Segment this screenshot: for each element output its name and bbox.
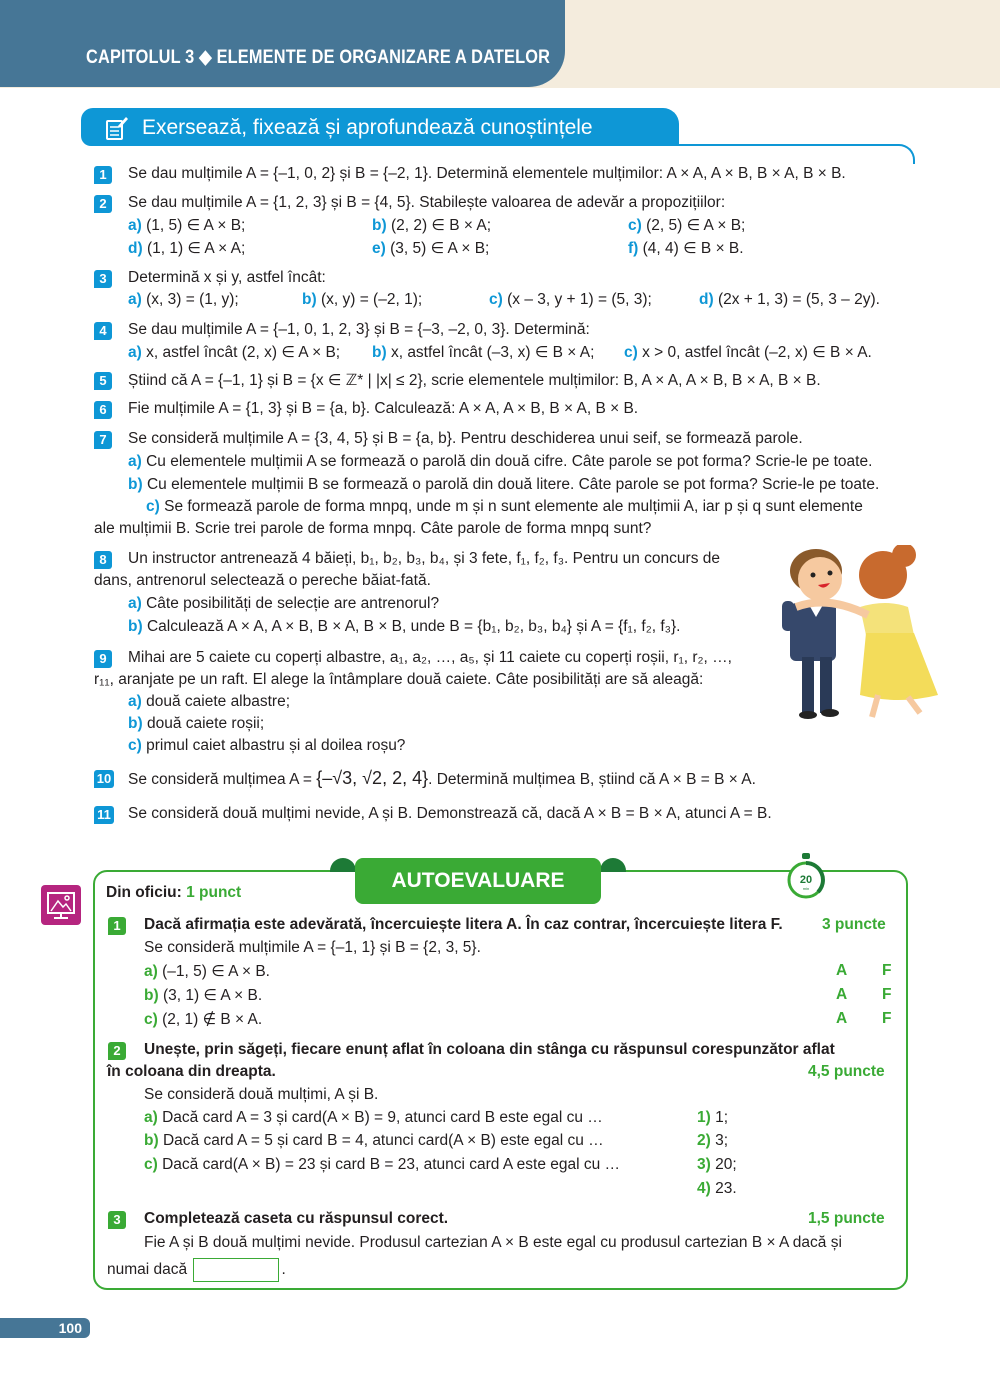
exercise-text: Determină x și y, astfel încât: <box>128 269 326 286</box>
exercise-item: a) Cu elementele mulțimii A se formează o parolă din două cifre. Câte parole se pot forma? Scrie-le pe toate. <box>128 453 873 470</box>
exercise-text: Se consideră două mulțimi nevide, A și B. Demonstrează că, dacă A × B = B × A, atunci A = B. <box>128 805 772 822</box>
exercise-item: b) două caiete roșii; <box>128 715 265 732</box>
exercise-item: a) două caiete albastre; <box>128 693 291 710</box>
exercise-number: 6 <box>94 401 112 419</box>
option-true[interactable]: A <box>836 986 848 1003</box>
exercise-number: 2 <box>94 195 112 213</box>
question-title-cont: în coloana din dreapta. <box>107 1063 276 1080</box>
question-title: Dacă afirmația este adevărată, încercuiește litera A. În caz contrar, încercuiește litera F. <box>144 916 783 933</box>
exercise-item: b) x, astfel încât (–3, x) ∈ B × A; <box>372 344 595 361</box>
exercise-item: a) Câte posibilități de selecție are antrenorul? <box>128 595 440 612</box>
question-number: 1 <box>108 917 126 935</box>
match-left-item: b) Dacă card A = 5 și card B = 4, atunci card(A × B) este egal cu … <box>144 1132 604 1149</box>
exercise-text: Știind că A = {–1, 1} și B = {x ∈ ℤ* | |x| ≤ 2}, scrie elementele mulțimilor: B, A × A, A × B, B × A, B × B. <box>128 372 821 389</box>
exercise-text: Se consideră mulțimea A = {–√3, √2, 2, 4}. Determină mulțimea B, știind că A × B = B × A. <box>128 768 756 788</box>
match-right-item: 1) 1; <box>697 1109 729 1126</box>
exercise-item: f) (4, 4) ∈ B × B. <box>628 240 744 257</box>
option-true[interactable]: A <box>836 962 848 979</box>
question-points: 3 puncte <box>822 916 886 933</box>
exercise-text: Se dau mulțimile A = {–1, 0, 1, 2, 3} și B = {–3, –2, 0, 3}. Determină: <box>128 321 590 338</box>
chapter-bar <box>0 0 565 87</box>
stopwatch-icon <box>786 853 826 899</box>
section-divider <box>100 144 915 164</box>
question-number: 3 <box>108 1211 126 1229</box>
page-number: 100 <box>0 1318 90 1338</box>
exercise-item: c) x > 0, astfel încât (–2, x) ∈ B × A. <box>624 344 872 361</box>
exercise-text: Se dau mulțimile A = {–1, 0, 2} și B = {–2, 1}. Determină elementele mulțimilor: A × A, A × B, B × A, B × B. <box>128 165 846 182</box>
dancing-couple-illustration <box>768 545 938 725</box>
answer-input-box[interactable] <box>193 1258 279 1282</box>
exercise-number: 4 <box>94 322 112 340</box>
exercise-item: c) Se formează parole de forma mnpq, unde m și n sunt elemente ale mulțimii A, iar p și q sunt elemente <box>146 498 863 515</box>
svg-text:min: min <box>802 886 810 891</box>
option-false[interactable]: F <box>882 986 892 1003</box>
statement-item: b) (3, 1) ∈ A × B. <box>144 987 263 1004</box>
tab-ear-right <box>600 858 626 872</box>
exercise-number: 1 <box>94 166 112 184</box>
match-right-item: 4) 23. <box>697 1180 737 1197</box>
exercise-number: 3 <box>94 270 112 288</box>
exercise-item: d) (2x + 1, 3) = (5, 3 – 2y). <box>699 291 880 308</box>
question-points: 4,5 puncte <box>808 1063 885 1080</box>
option-false[interactable]: F <box>882 962 892 979</box>
exercise-item: b) Calculează A × A, A × B, B × A, B × B, unde B = {b₁, b₂, b₃, b₄} și A = {f₁, f₂, f₃}. <box>128 618 681 635</box>
exercise-continuation: dans, antrenorul selectează o pereche băiat-fată. <box>94 572 431 589</box>
exercise-text: Se dau mulțimile A = {1, 2, 3} și B = {4, 5}. Stabilește valoarea de adevăr a propozițiilor: <box>128 194 726 211</box>
exercise-text: Mihai are 5 caiete cu coperți albastre, a₁, a₂, …, a₅, și 11 caiete cu coperți roșii, r₁, r₂, …, <box>128 649 732 666</box>
tab-ear-left <box>330 858 356 872</box>
exercise-number: 9 <box>94 650 112 668</box>
exercise-item: c) (2, 5) ∈ A × B; <box>628 217 746 234</box>
exercise-item: e) (3, 5) ∈ A × B; <box>372 240 490 257</box>
exercise-number: 7 <box>94 431 112 449</box>
question-title: Completează caseta cu răspunsul corect. <box>144 1210 449 1227</box>
exercise-item: b) (2, 2) ∈ B × A; <box>372 217 492 234</box>
match-right-item: 3) 20; <box>697 1156 737 1173</box>
match-left-item: c) Dacă card(A × B) = 23 și card B = 23, atunci card A este egal cu … <box>144 1156 621 1173</box>
exercise-item: d) (1, 1) ∈ A × A; <box>128 240 246 257</box>
exercise-number: 5 <box>94 372 112 390</box>
exercise-item: a) x, astfel încât (2, x) ∈ A × B; <box>128 344 341 361</box>
option-true[interactable]: A <box>836 1010 848 1027</box>
exercise-item: c) (x – 3, y + 1) = (5, 3); <box>489 291 652 308</box>
statement-item: c) (2, 1) ∉ B × A. <box>144 1011 263 1028</box>
exercise-item: b) (x, y) = (–2, 1); <box>302 291 423 308</box>
interactive-screen-icon[interactable] <box>41 885 81 925</box>
exercise-number: 11 <box>94 806 114 824</box>
exercise-text: Un instructor antrenează 4 băieți, b₁, b₂, b₃, b₄, și 3 fete, f₁, f₂, f₃. Pentru un concurs de <box>128 550 720 567</box>
question-text: Fie A și B două mulțimi nevide. Produsul cartezian A × B este egal cu produsul cartezian B × A dacă și <box>144 1234 842 1251</box>
section-title: Exersează, fixează și aprofundează cunoștințele <box>142 116 593 139</box>
exercise-text: Se consideră mulțimile A = {3, 4, 5} și B = {a, b}. Pentru deschiderea unui seif, se formează parole. <box>128 430 803 447</box>
chapter-title: CAPITOLUL 3 ◆ ELEMENTE DE ORGANIZARE A DATELOR <box>86 47 551 68</box>
option-false[interactable]: F <box>882 1010 892 1027</box>
question-number: 2 <box>108 1042 126 1060</box>
exercise-text: Fie mulțimile A = {1, 3} și B = {a, b}. Calculează: A × A, A × B, B × A, B × B. <box>128 400 639 417</box>
exercise-number: 10 <box>94 770 114 788</box>
exercise-continuation: r₁₁, aranjate pe un raft. El alege la întâmplare două caiete. Câte posibilități are să aleagă: <box>94 671 704 688</box>
pencil-note-icon <box>106 116 128 140</box>
question-points: 1,5 puncte <box>808 1210 885 1227</box>
question-title: Unește, prin săgeți, fiecare enunț aflat în coloana din stânga cu răspunsul corespunzător aflat <box>144 1041 835 1058</box>
question-text-cont: numai dacă . <box>107 1258 286 1282</box>
exercise-item: a) (x, 3) = (1, y); <box>128 291 239 308</box>
exercise-item: a) (1, 5) ∈ A × B; <box>128 217 246 234</box>
exercise-item: b) Cu elementele mulțimii B se formează o parolă din două litere. Câte parole se pot forma? Scrie-le pe toate. <box>128 476 880 493</box>
match-left-item: a) Dacă card A = 3 și card(A × B) = 9, atunci card B este egal cu … <box>144 1109 603 1126</box>
exercise-continuation: ale mulțimii B. Scrie trei parole de forma mnpq. Câte parole de forma mnpq sunt? <box>94 520 652 537</box>
svg-text:20: 20 <box>799 874 813 886</box>
assessment-title: AUTOEVALUARE <box>355 858 601 904</box>
statement-item: a) (–1, 5) ∈ A × B. <box>144 963 270 980</box>
match-right-item: 2) 3; <box>697 1132 729 1149</box>
exercise-item: c) primul caiet albastru și al doilea roșu? <box>128 737 406 754</box>
exercise-number: 8 <box>94 551 112 569</box>
default-points: Din oficiu: 1 punct <box>106 884 242 901</box>
question-intro: Se consideră două mulțimi, A și B. <box>144 1086 379 1103</box>
question-intro: Se consideră mulțimile A = {–1, 1} și B = {2, 3, 5}. <box>144 939 481 956</box>
